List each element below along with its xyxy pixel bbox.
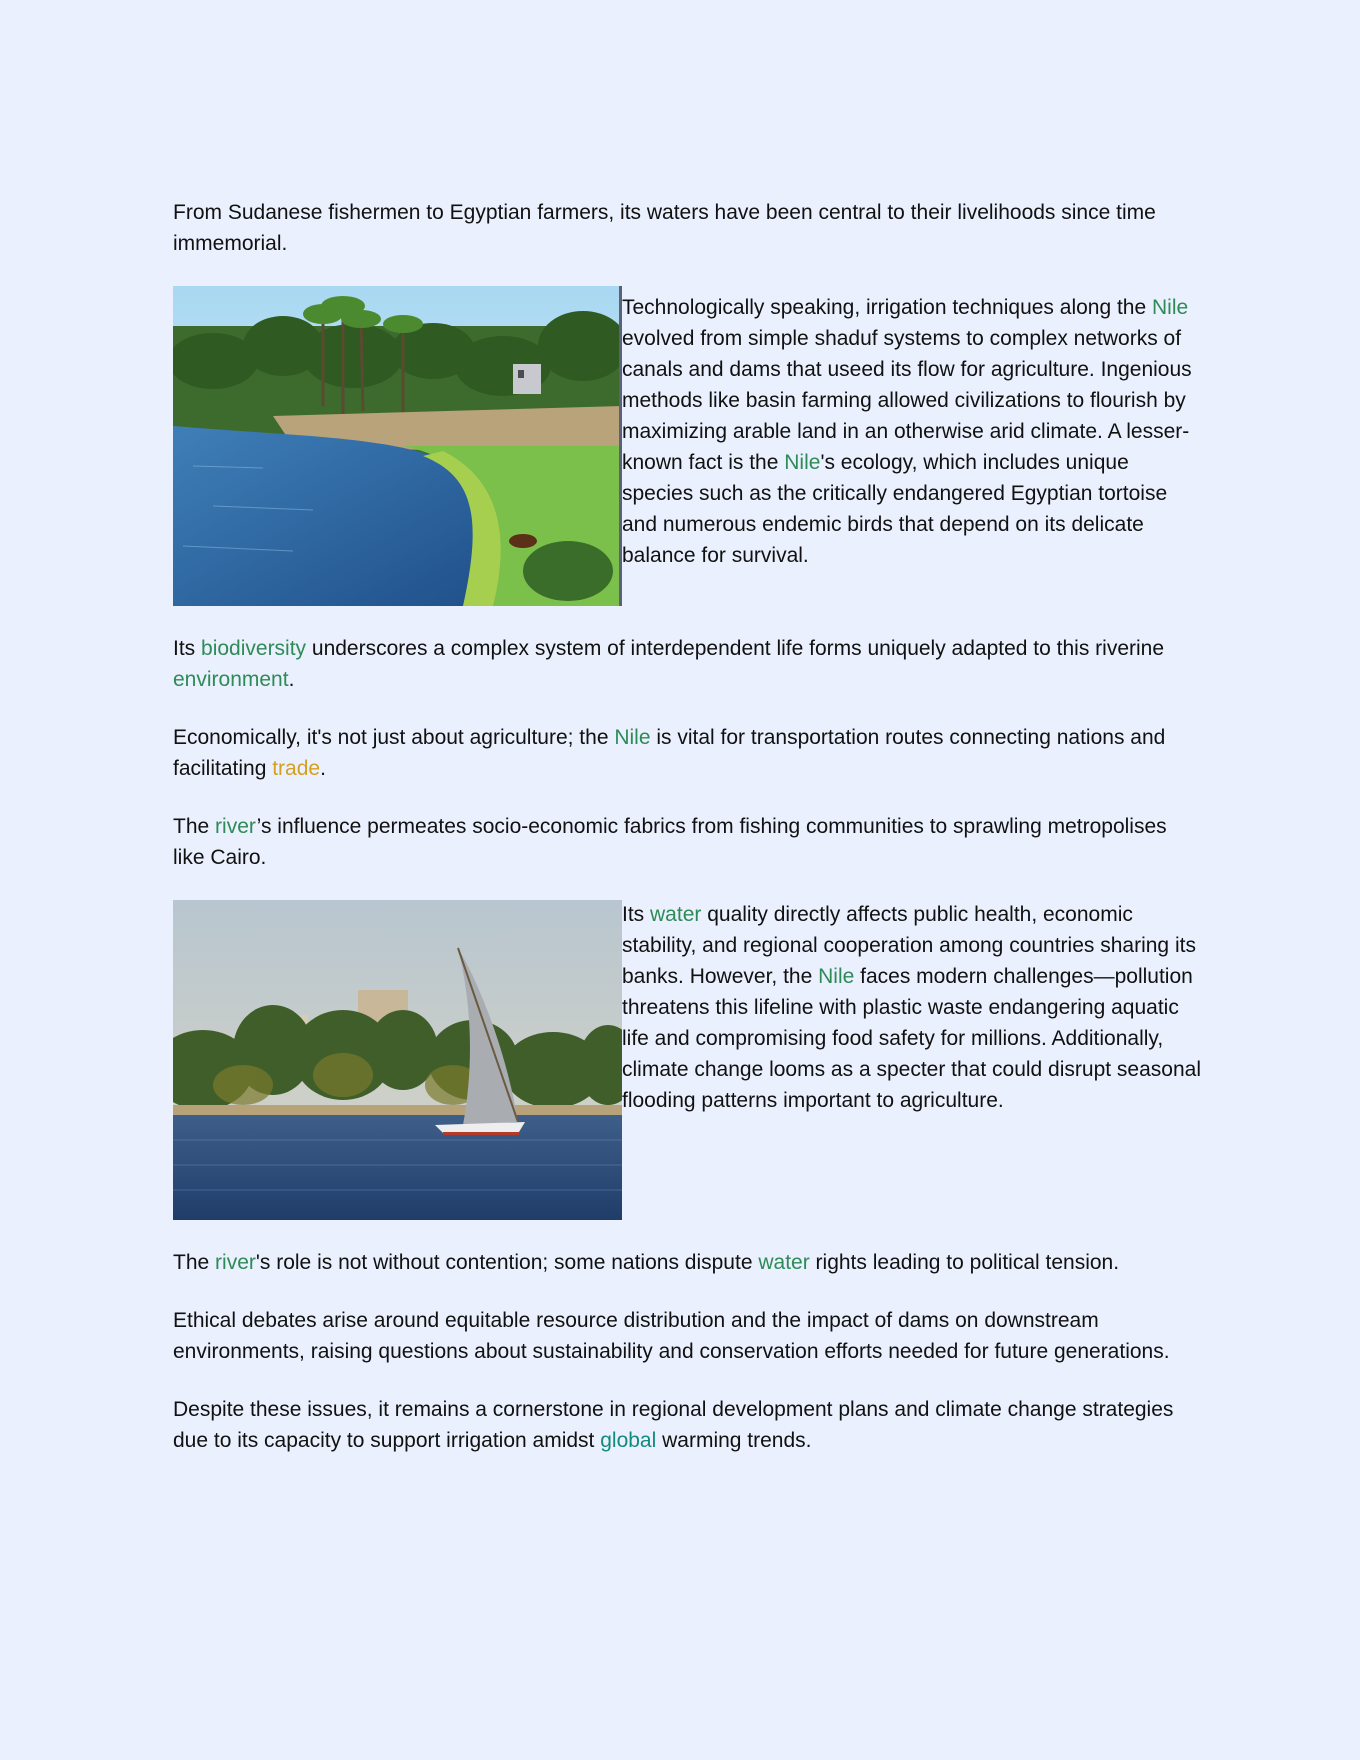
text-segment: Technologically speaking, irrigation techniques along the [622, 296, 1153, 319]
link-river[interactable]: river [215, 1251, 256, 1274]
figure-row-water-quality [173, 900, 1203, 1220]
text-segment: evolved from simple shaduf systems to complex networks of canals and dams that useed its flow for agriculture. Ingenious methods like basin farming allowed civilizations to flourish by maximizing arable land in an otherwise arid climate. A lesser-known fact is the [622, 327, 1192, 474]
paragraph-development [173, 1394, 1203, 1456]
text-segment: Despite these issues, it remains a cornerstone in regional development plans and climate change strategies due to its capacity to support irrigation amidst [173, 1398, 1174, 1452]
text-segment: . [288, 668, 295, 691]
link-river[interactable]: river [215, 815, 257, 838]
text-segment: The [173, 815, 216, 838]
paragraph-ethics: Ethical debates arise around equitable resource distribution and the impact of dams on downstream environments, raising questions about sustainability and conservation efforts needed for future generations. [173, 1309, 1170, 1363]
text-segment: Its [173, 637, 202, 660]
figure-row-irrigation [173, 286, 1203, 606]
link-water[interactable]: water [650, 903, 702, 926]
text-segment: quality directly affects public health, economic stability, and regional cooperation among countries sharing its banks. However, the [622, 903, 1196, 988]
paragraph-influence [173, 811, 1203, 873]
nile-riverbank-palms-image [173, 286, 622, 606]
paragraph-water-quality [622, 899, 1203, 1116]
article-body [173, 197, 1203, 1456]
text-segment: . [320, 757, 326, 780]
text-segment: faces modern challenges—pollution threatens this lifeline with plastic waste endangering aquatic life and compromising food safety for millions. Additionally, climate change looms as a specter that could disrupt seasonal flooding patterns important to agriculture. [622, 965, 1201, 1112]
text-segment: is vital for transportation routes connecting nations and facilitating [173, 726, 1166, 780]
text-segment: Its [622, 903, 651, 926]
link-biodiversity[interactable]: biodiversity [201, 637, 307, 660]
link-water[interactable]: water [758, 1251, 810, 1274]
link-nile[interactable]: Nile [614, 726, 651, 749]
text-segment: 's role is not without contention; some nations dispute [255, 1251, 759, 1274]
link-global[interactable]: global [600, 1429, 657, 1452]
link-nile[interactable]: Nile [818, 965, 855, 988]
text-segment: rights leading to political tension. [809, 1251, 1120, 1274]
paragraph-intro: From Sudanese fishermen to Egyptian farmers, its waters have been central to their livelihoods since time immemorial. [173, 201, 1156, 255]
link-nile[interactable]: Nile [784, 451, 821, 474]
paragraph-contention [173, 1247, 1203, 1278]
paragraph-economy [173, 722, 1203, 784]
text-segment: underscores a complex system of interdependent life forms uniquely adapted to this riverine [306, 637, 1165, 660]
link-environment[interactable]: environment [173, 668, 289, 691]
text-segment: 's ecology, which includes unique species such as the critically endangered Egyptian tortoise and numerous endemic birds that depend on its delicate balance for survival. [622, 451, 1168, 567]
link-trade[interactable]: trade [272, 757, 321, 780]
nile-felucca-sailboat-image [173, 900, 622, 1220]
text-segment: ’s influence permeates socio-economic fabrics from fishing communities to sprawling metropolises like Cairo. [173, 815, 1167, 869]
paragraph-biodiversity [173, 633, 1203, 695]
paragraph-irrigation [622, 292, 1203, 571]
text-segment: warming trends. [656, 1429, 812, 1452]
link-nile[interactable]: Nile [1152, 296, 1189, 319]
text-segment: The [173, 1251, 216, 1274]
text-segment: Economically, it's not just about agriculture; the [173, 726, 615, 749]
